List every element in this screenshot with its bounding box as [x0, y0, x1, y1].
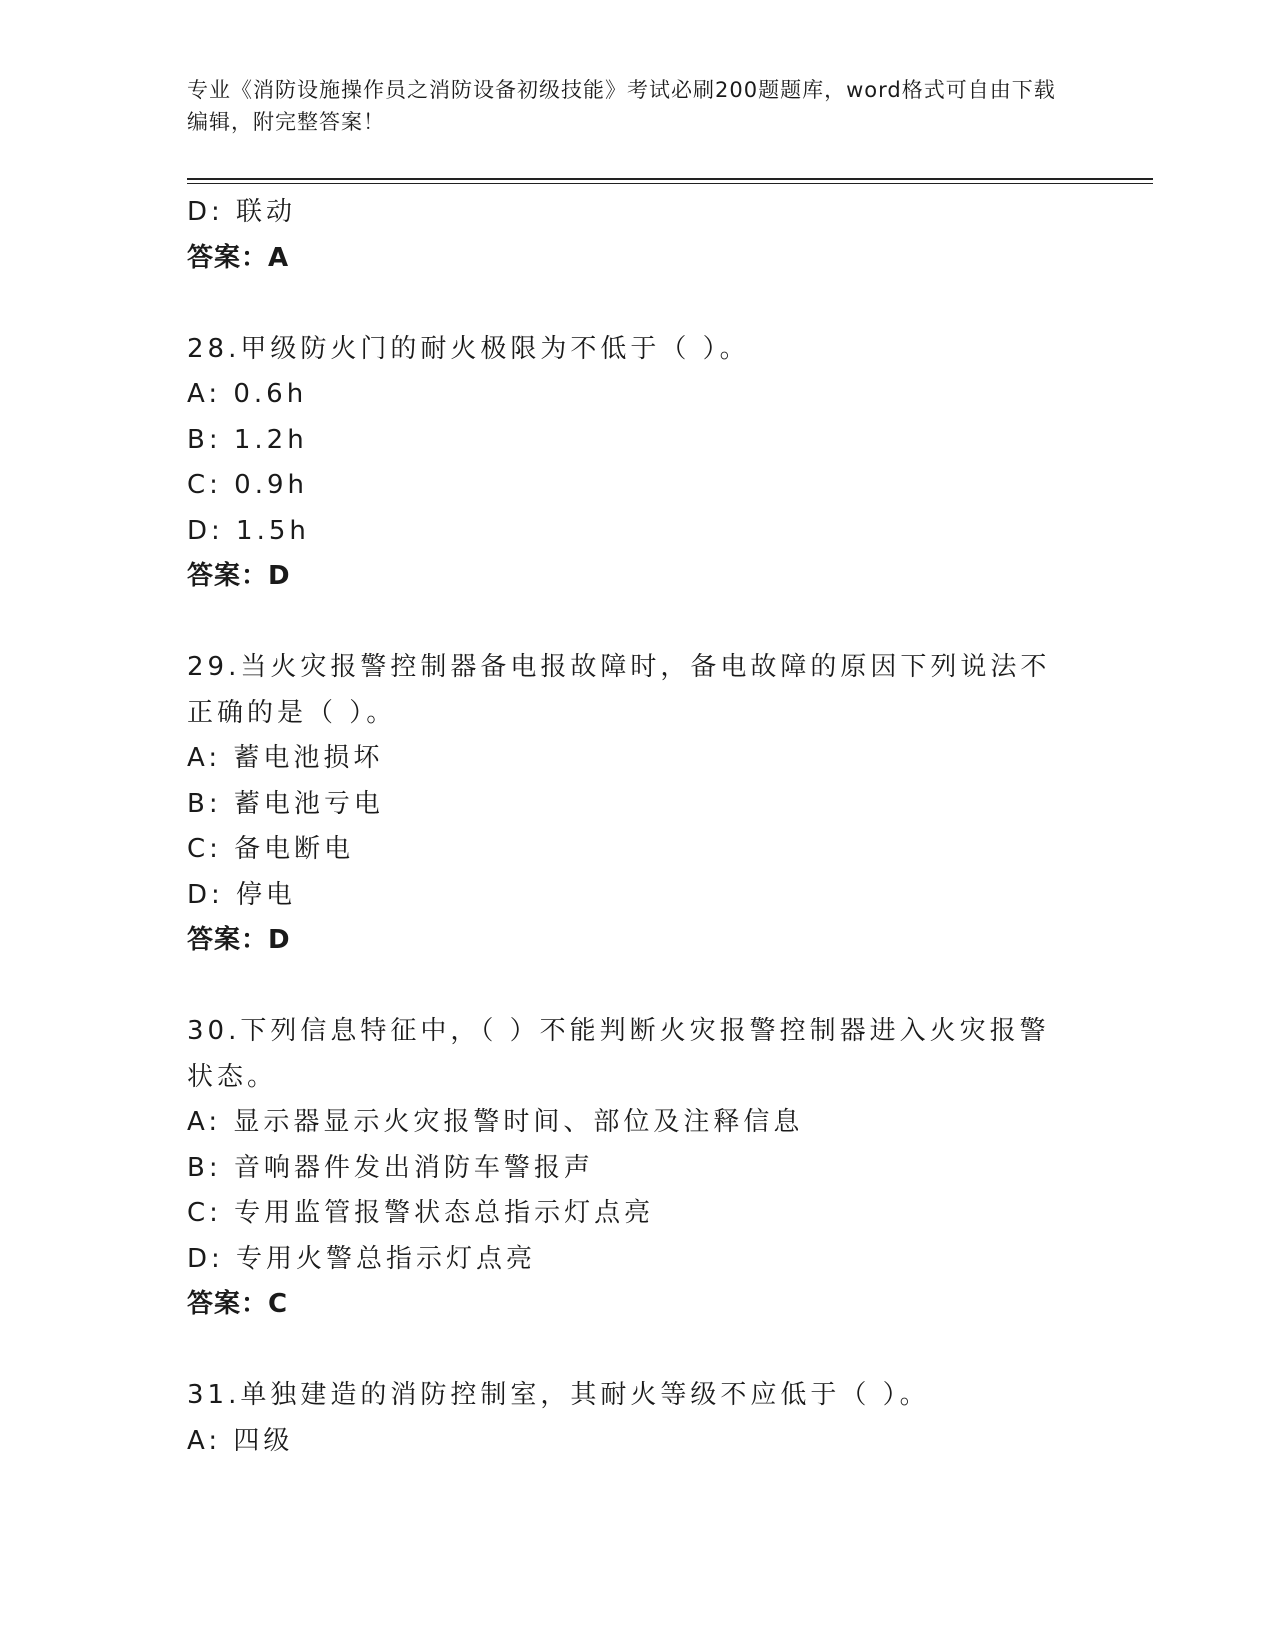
question-30: [187, 1009, 1087, 1328]
question-31: [187, 1373, 1087, 1464]
question-28-answer: 答案：D: [187, 561, 291, 591]
question-30-option-a: A: 显示器显示火灾报警时间、部位及注释信息: [187, 1107, 804, 1137]
question-28-stem: 28.甲级防火门的耐火极限为不低于（ ）。: [187, 333, 750, 364]
question-31-stem: 31.单独建造的消防控制室，其耐火等级不应低于（ ）。: [187, 1380, 930, 1410]
spacer: [187, 600, 1087, 646]
question-28-option-a: A: 0.6h: [187, 379, 308, 409]
question-28-option-d: D: 1.5h: [187, 515, 310, 546]
question-list: [187, 190, 1087, 1464]
prev-answer: 答案：A: [187, 242, 290, 273]
header-divider-thick: [187, 178, 1153, 180]
question-29-option-c: C: 备电断电: [187, 834, 355, 864]
prev-option-d: D: 联动: [187, 197, 297, 227]
question-30-stem: 30.下列信息特征中，（ ）不能判断火灾报警控制器进入火灾报警状态。: [187, 1016, 1050, 1092]
spacer: [187, 281, 1087, 327]
spacer: [187, 964, 1087, 1010]
question-29-option-a: A: 蓄电池损坏: [187, 743, 384, 773]
header-divider-thin: [187, 183, 1153, 184]
question-29: [187, 645, 1087, 964]
question-30-option-c: C: 专用监管报警状态总指示灯点亮: [187, 1198, 655, 1228]
question-30-answer: 答案：C: [187, 1289, 289, 1319]
question-29-option-b: B: 蓄电池亏电: [187, 788, 384, 819]
question-31-option-a: A: 四级: [187, 1425, 294, 1456]
question-30-option-d: D: 专用火警总指示灯点亮: [187, 1243, 537, 1274]
question-28: [187, 327, 1087, 600]
question-29-stem: 29.当火灾报警控制器备电报故障时，备电故障的原因下列说法不正确的是（ ）。: [187, 652, 1051, 728]
question-28-option-c: C: 0.9h: [187, 470, 309, 500]
question-29-option-d: D: 停电: [187, 879, 297, 910]
question-28-option-b: B: 1.2h: [187, 424, 308, 455]
document-header: 专业《消防设施操作员之消防设备初级技能》考试必刷200题题库，word格式可自由下载编辑，附完整答案！: [187, 78, 1056, 134]
spacer: [187, 1328, 1087, 1374]
question-29-answer: 答案：D: [187, 925, 291, 955]
question-30-option-b: B: 音响器件发出消防车警报声: [187, 1152, 594, 1183]
